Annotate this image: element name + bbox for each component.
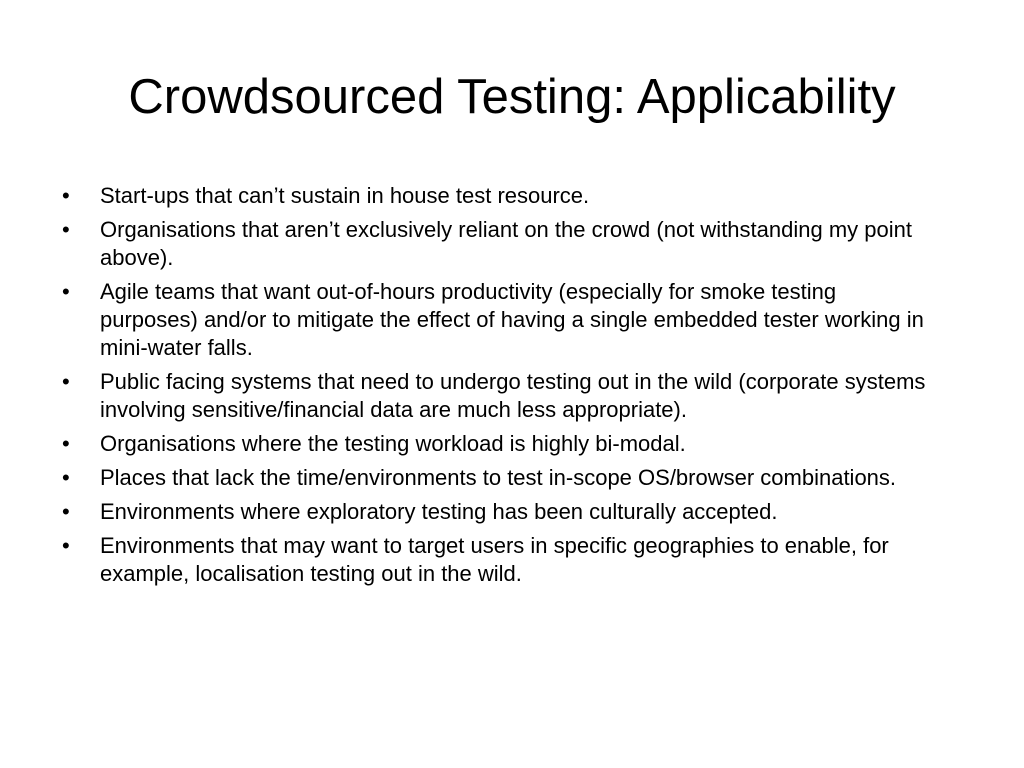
bullet-item [56, 216, 936, 272]
bullet-text: Environments that may want to target users in specific geographies to enable, for example, localisation testing out in the wild. [100, 533, 889, 586]
bullet-icon: • [62, 217, 70, 242]
bullet-text: Organisations where the testing workload is highly bi-modal. [100, 431, 686, 456]
bullet-icon: • [62, 499, 70, 524]
bullet-item [56, 278, 936, 362]
bullet-item [56, 368, 936, 424]
bullet-text: Agile teams that want out-of-hours productivity (especially for smoke testing purposes) and/or to mitigate the effect of having a single embedded tester working in mini-water falls. [100, 279, 924, 360]
bullet-icon: • [62, 279, 70, 304]
bullet-text: Places that lack the time/environments to test in-scope OS/browser combinations. [100, 465, 897, 490]
bullet-text: Organisations that aren’t exclusively reliant on the crowd (not withstanding my point above). [100, 217, 912, 270]
bullet-text: Public facing systems that need to undergo testing out in the wild (corporate systems involving sensitive/financial data are much less appropriate). [100, 369, 926, 422]
bullet-icon: • [62, 431, 70, 456]
bullet-icon: • [62, 465, 70, 490]
bullet-icon: • [62, 533, 70, 558]
bullet-text: Start-ups that can’t sustain in house test resource. [100, 183, 590, 208]
bullet-item [56, 182, 936, 210]
bullet-icon: • [62, 183, 70, 208]
bullet-item [56, 464, 936, 492]
bullet-item [56, 532, 936, 588]
slide-title: Crowdsourced Testing: Applicability [128, 70, 896, 124]
bullet-icon: • [62, 369, 70, 394]
bullet-item [56, 430, 936, 458]
bullet-text: Environments where exploratory testing has been culturally accepted. [100, 499, 778, 524]
bullet-list [56, 182, 936, 594]
bullet-item [56, 498, 936, 526]
